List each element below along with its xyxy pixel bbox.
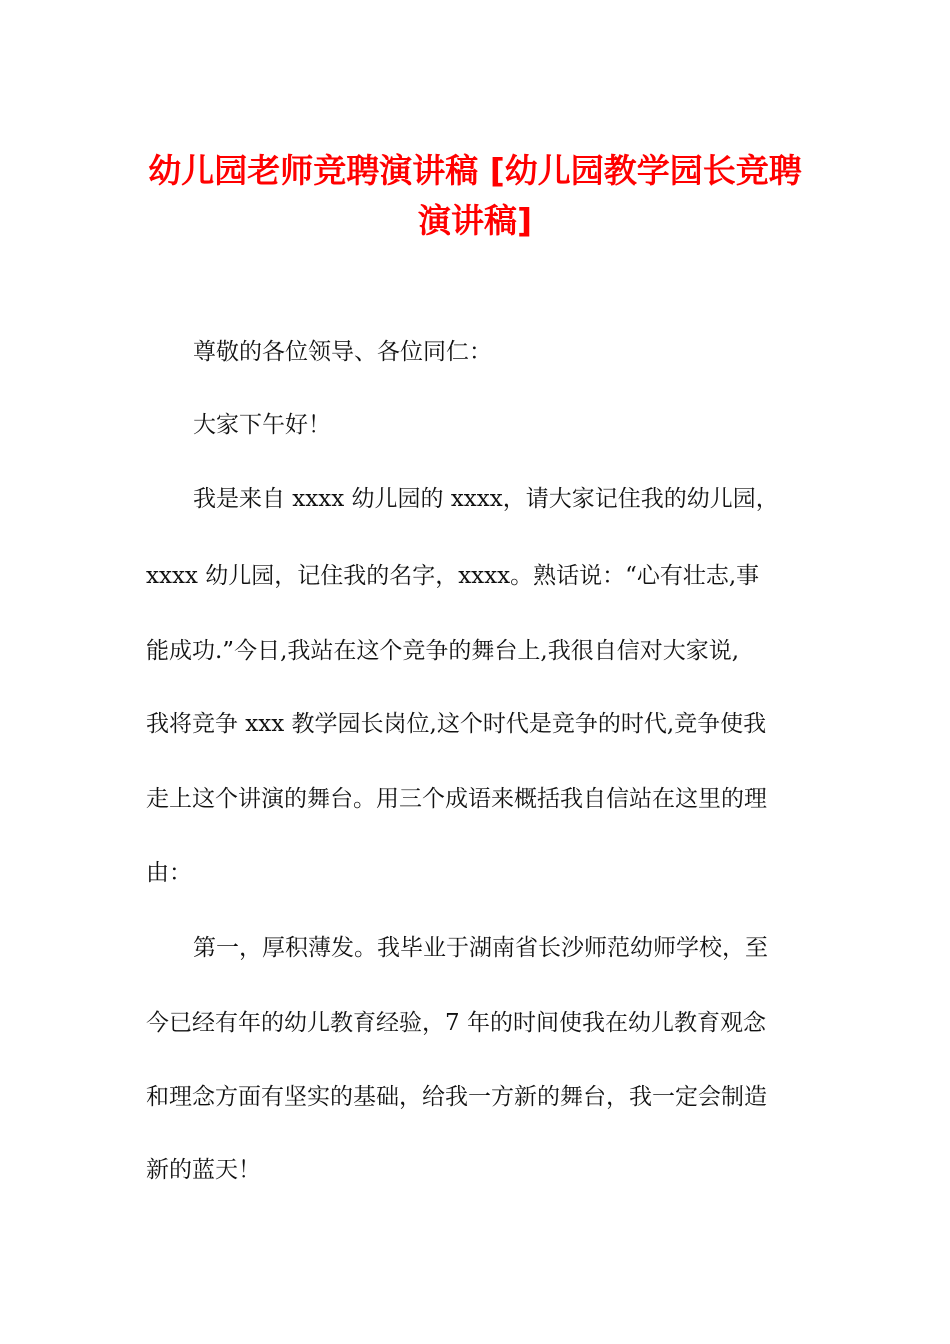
body-line: 能成功.”今日,我站在这个竞争的舞台上,我很自信对大家说, [146,638,740,664]
salutation: 尊敬的各位领导、各位同仁： [193,339,492,365]
body-line: 新的蓝天！ [146,1157,261,1183]
greeting: 大家下午好！ [193,412,331,438]
title-line-1: 幼儿园老师竞聘演讲稿 [幼儿园教学园长竞聘 [148,151,802,190]
body-line: 我将竞争 xxx 教学园长岗位,这个时代是竞争的时代,竞争使我 [146,711,767,737]
body-line: 第一，厚积薄发。我毕业于湖南省长沙师范幼师学校，至 [193,935,768,961]
title-line-2: 演讲稿] [417,201,533,240]
body-line: xxxx 幼儿园，记住我的名字，xxxx。熟话说：“心有壮志,事 [146,563,760,589]
body-line: 今已经有年的幼儿教育经验，7 年的时间使我在幼儿教育观念 [146,1010,766,1036]
document-title [140,146,810,246]
body-line: 走上这个讲演的舞台。用三个成语来概括我自信站在这里的理 [146,786,767,812]
body-line: 我是来自 xxxx 幼儿园的 xxxx，请大家记住我的幼儿园， [193,486,779,512]
body-line: 由： [146,860,192,886]
body-line: 和理念方面有坚实的基础，给我一方新的舞台，我一定会制造 [146,1084,767,1110]
